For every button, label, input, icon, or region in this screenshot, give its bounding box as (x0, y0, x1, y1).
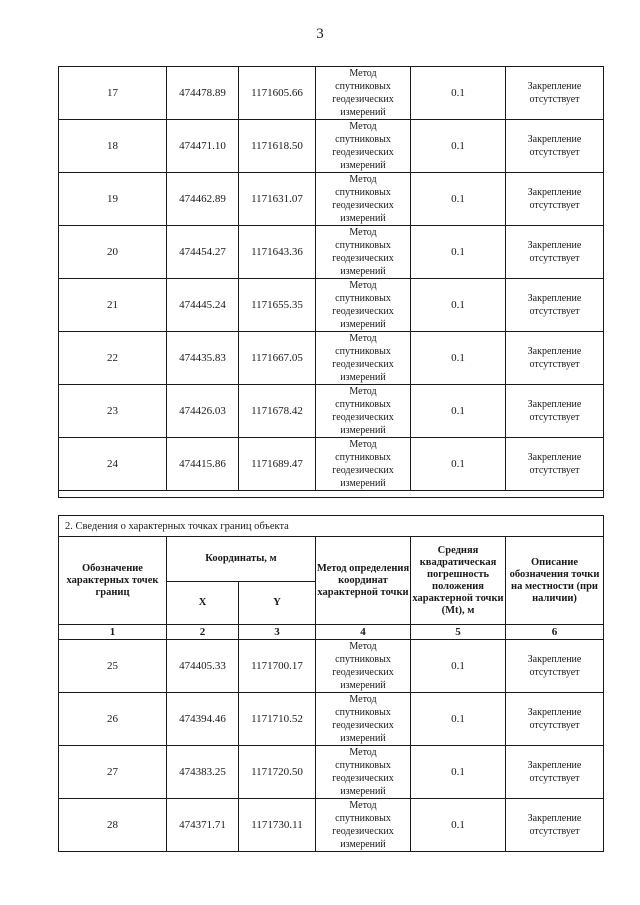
x-coordinate-cell: 474454.27 (167, 226, 239, 279)
description-line: отсутствует (529, 306, 580, 317)
description-line: Закрепление (527, 134, 582, 145)
table-row (59, 385, 604, 438)
x-coordinate-cell: 474462.89 (167, 173, 239, 226)
accuracy-cell: 0.1 (411, 120, 506, 173)
method-line: измерений (340, 372, 386, 383)
accuracy-cell: 0.1 (411, 173, 506, 226)
table-row (59, 120, 604, 173)
header-accuracy: Средняя квадратическая погрешность положения характерной точки (Mt), м (411, 537, 506, 625)
method-cell (316, 332, 411, 385)
method-line: спутниковых (335, 187, 391, 198)
method-line: спутниковых (335, 81, 391, 92)
description-cell (506, 746, 604, 799)
point-id-cell: 22 (59, 332, 167, 385)
point-id-cell: 20 (59, 226, 167, 279)
method-cell (316, 226, 411, 279)
y-coordinate-cell: 1171655.35 (239, 279, 316, 332)
y-coordinate-cell: 1171689.47 (239, 438, 316, 491)
method-cell (316, 67, 411, 120)
description-line: отсутствует (529, 147, 580, 158)
method-line: геодезических (332, 412, 394, 423)
method-line: геодезических (332, 359, 394, 370)
method-line: геодезических (332, 306, 394, 317)
method-line: спутниковых (335, 813, 391, 824)
point-id-cell: 28 (59, 799, 167, 852)
y-coordinate-cell: 1171720.50 (239, 746, 316, 799)
point-id-cell: 17 (59, 67, 167, 120)
method-line: измерений (340, 107, 386, 118)
description-line: Закрепление (527, 760, 582, 771)
description-cell (506, 332, 604, 385)
method-line: спутниковых (335, 452, 391, 463)
method-line: Метод (349, 121, 377, 132)
method-line: измерений (340, 319, 386, 330)
point-id-cell: 24 (59, 438, 167, 491)
method-cell (316, 438, 411, 491)
column-number: 5 (411, 625, 506, 640)
x-coordinate-cell: 474435.83 (167, 332, 239, 385)
method-line: Метод (349, 174, 377, 185)
x-coordinate-cell: 474445.24 (167, 279, 239, 332)
method-line: спутниковых (335, 707, 391, 718)
method-line: геодезических (332, 465, 394, 476)
page-number: 3 (316, 26, 324, 42)
table-row (59, 746, 604, 799)
point-id-cell: 25 (59, 640, 167, 693)
column-number: 3 (239, 625, 316, 640)
y-coordinate-cell: 1171700.17 (239, 640, 316, 693)
description-line: Закрепление (527, 813, 582, 824)
description-line: отсутствует (529, 720, 580, 731)
header-x: X (167, 582, 239, 625)
description-line: Закрепление (527, 81, 582, 92)
x-coordinate-cell: 474415.86 (167, 438, 239, 491)
method-line: Метод (349, 68, 377, 79)
points-table-continued (58, 66, 604, 498)
description-line: отсутствует (529, 412, 580, 423)
x-coordinate-cell: 474394.46 (167, 693, 239, 746)
description-line: Закрепление (527, 707, 582, 718)
point-id-cell: 26 (59, 693, 167, 746)
description-cell (506, 385, 604, 438)
method-line: измерений (340, 786, 386, 797)
accuracy-cell: 0.1 (411, 226, 506, 279)
accuracy-cell: 0.1 (411, 746, 506, 799)
method-cell (316, 120, 411, 173)
table-row (59, 693, 604, 746)
description-cell (506, 640, 604, 693)
boundary-points-table (58, 515, 604, 852)
table-row (59, 67, 604, 120)
accuracy-cell: 0.1 (411, 385, 506, 438)
description-line: отсутствует (529, 826, 580, 837)
accuracy-cell: 0.1 (411, 438, 506, 491)
y-coordinate-cell: 1171643.36 (239, 226, 316, 279)
point-id-cell: 23 (59, 385, 167, 438)
column-number: 1 (59, 625, 167, 640)
method-line: Метод (349, 333, 377, 344)
method-line: геодезических (332, 720, 394, 731)
accuracy-cell: 0.1 (411, 332, 506, 385)
y-coordinate-cell: 1171631.07 (239, 173, 316, 226)
description-cell (506, 279, 604, 332)
description-cell (506, 799, 604, 852)
method-line: Метод (349, 439, 377, 450)
method-line: Метод (349, 694, 377, 705)
description-cell (506, 120, 604, 173)
y-coordinate-cell: 1171605.66 (239, 67, 316, 120)
column-number: 4 (316, 625, 411, 640)
y-coordinate-cell: 1171667.05 (239, 332, 316, 385)
method-line: спутниковых (335, 399, 391, 410)
accuracy-cell: 0.1 (411, 640, 506, 693)
method-cell (316, 173, 411, 226)
method-line: измерений (340, 425, 386, 436)
method-line: спутниковых (335, 134, 391, 145)
column-number: 2 (167, 625, 239, 640)
table-row (59, 799, 604, 852)
header-coordinates: Координаты, м (167, 537, 316, 582)
method-line: измерений (340, 160, 386, 171)
description-line: Закрепление (527, 654, 582, 665)
method-cell (316, 799, 411, 852)
y-coordinate-cell: 1171710.52 (239, 693, 316, 746)
x-coordinate-cell: 474405.33 (167, 640, 239, 693)
accuracy-cell: 0.1 (411, 279, 506, 332)
description-cell (506, 226, 604, 279)
method-line: Метод (349, 280, 377, 291)
method-line: измерений (340, 839, 386, 850)
method-line: геодезических (332, 94, 394, 105)
method-line: Метод (349, 641, 377, 652)
description-line: Закрепление (527, 452, 582, 463)
empty-cell (59, 491, 604, 498)
description-line: отсутствует (529, 667, 580, 678)
description-line: Закрепление (527, 240, 582, 251)
description-line: Закрепление (527, 399, 582, 410)
header-point-id: Обозначение характерных точек границ (59, 537, 167, 625)
method-line: спутниковых (335, 240, 391, 251)
method-cell (316, 693, 411, 746)
description-line: отсутствует (529, 200, 580, 211)
method-cell (316, 279, 411, 332)
x-coordinate-cell: 474478.89 (167, 67, 239, 120)
accuracy-cell: 0.1 (411, 693, 506, 746)
description-line: отсутствует (529, 94, 580, 105)
accuracy-cell: 0.1 (411, 799, 506, 852)
x-coordinate-cell: 474383.25 (167, 746, 239, 799)
header-method: Метод определения координат характерной точки (316, 537, 411, 625)
y-coordinate-cell: 1171730.11 (239, 799, 316, 852)
description-line: Закрепление (527, 187, 582, 198)
y-coordinate-cell: 1171618.50 (239, 120, 316, 173)
description-cell (506, 173, 604, 226)
method-cell (316, 746, 411, 799)
header-description: Описание обозначения точки на местности (при наличии) (506, 537, 604, 625)
description-line: отсутствует (529, 359, 580, 370)
table-row (59, 438, 604, 491)
table-row (59, 226, 604, 279)
method-line: спутниковых (335, 760, 391, 771)
method-line: геодезических (332, 826, 394, 837)
description-cell (506, 693, 604, 746)
x-coordinate-cell: 474371.71 (167, 799, 239, 852)
description-line: отсутствует (529, 253, 580, 264)
method-cell (316, 385, 411, 438)
method-line: геодезических (332, 253, 394, 264)
method-line: спутниковых (335, 346, 391, 357)
point-id-cell: 21 (59, 279, 167, 332)
description-line: Закрепление (527, 346, 582, 357)
point-id-cell: 19 (59, 173, 167, 226)
column-number: 6 (506, 625, 604, 640)
description-line: Закрепление (527, 293, 582, 304)
method-line: измерений (340, 680, 386, 691)
method-line: Метод (349, 747, 377, 758)
table-footer-strip (59, 491, 604, 498)
description-cell (506, 438, 604, 491)
description-line: отсутствует (529, 465, 580, 476)
method-line: геодезических (332, 773, 394, 784)
method-line: геодезических (332, 667, 394, 678)
method-line: измерений (340, 266, 386, 277)
method-line: геодезических (332, 200, 394, 211)
y-coordinate-cell: 1171678.42 (239, 385, 316, 438)
method-line: измерений (340, 478, 386, 489)
section-title: 2. Сведения о характерных точках границ объекта (59, 516, 604, 537)
accuracy-cell: 0.1 (411, 67, 506, 120)
table-row (59, 279, 604, 332)
table-row (59, 640, 604, 693)
description-cell (506, 67, 604, 120)
x-coordinate-cell: 474426.03 (167, 385, 239, 438)
method-line: Метод (349, 386, 377, 397)
method-line: измерений (340, 733, 386, 744)
method-line: Метод (349, 227, 377, 238)
method-line: измерений (340, 213, 386, 224)
point-id-cell: 27 (59, 746, 167, 799)
description-line: отсутствует (529, 773, 580, 784)
table-row (59, 173, 604, 226)
method-cell (316, 640, 411, 693)
table-row (59, 332, 604, 385)
method-line: спутниковых (335, 293, 391, 304)
x-coordinate-cell: 474471.10 (167, 120, 239, 173)
method-line: геодезических (332, 147, 394, 158)
method-line: спутниковых (335, 654, 391, 665)
method-line: Метод (349, 800, 377, 811)
point-id-cell: 18 (59, 120, 167, 173)
header-y: Y (239, 582, 316, 625)
